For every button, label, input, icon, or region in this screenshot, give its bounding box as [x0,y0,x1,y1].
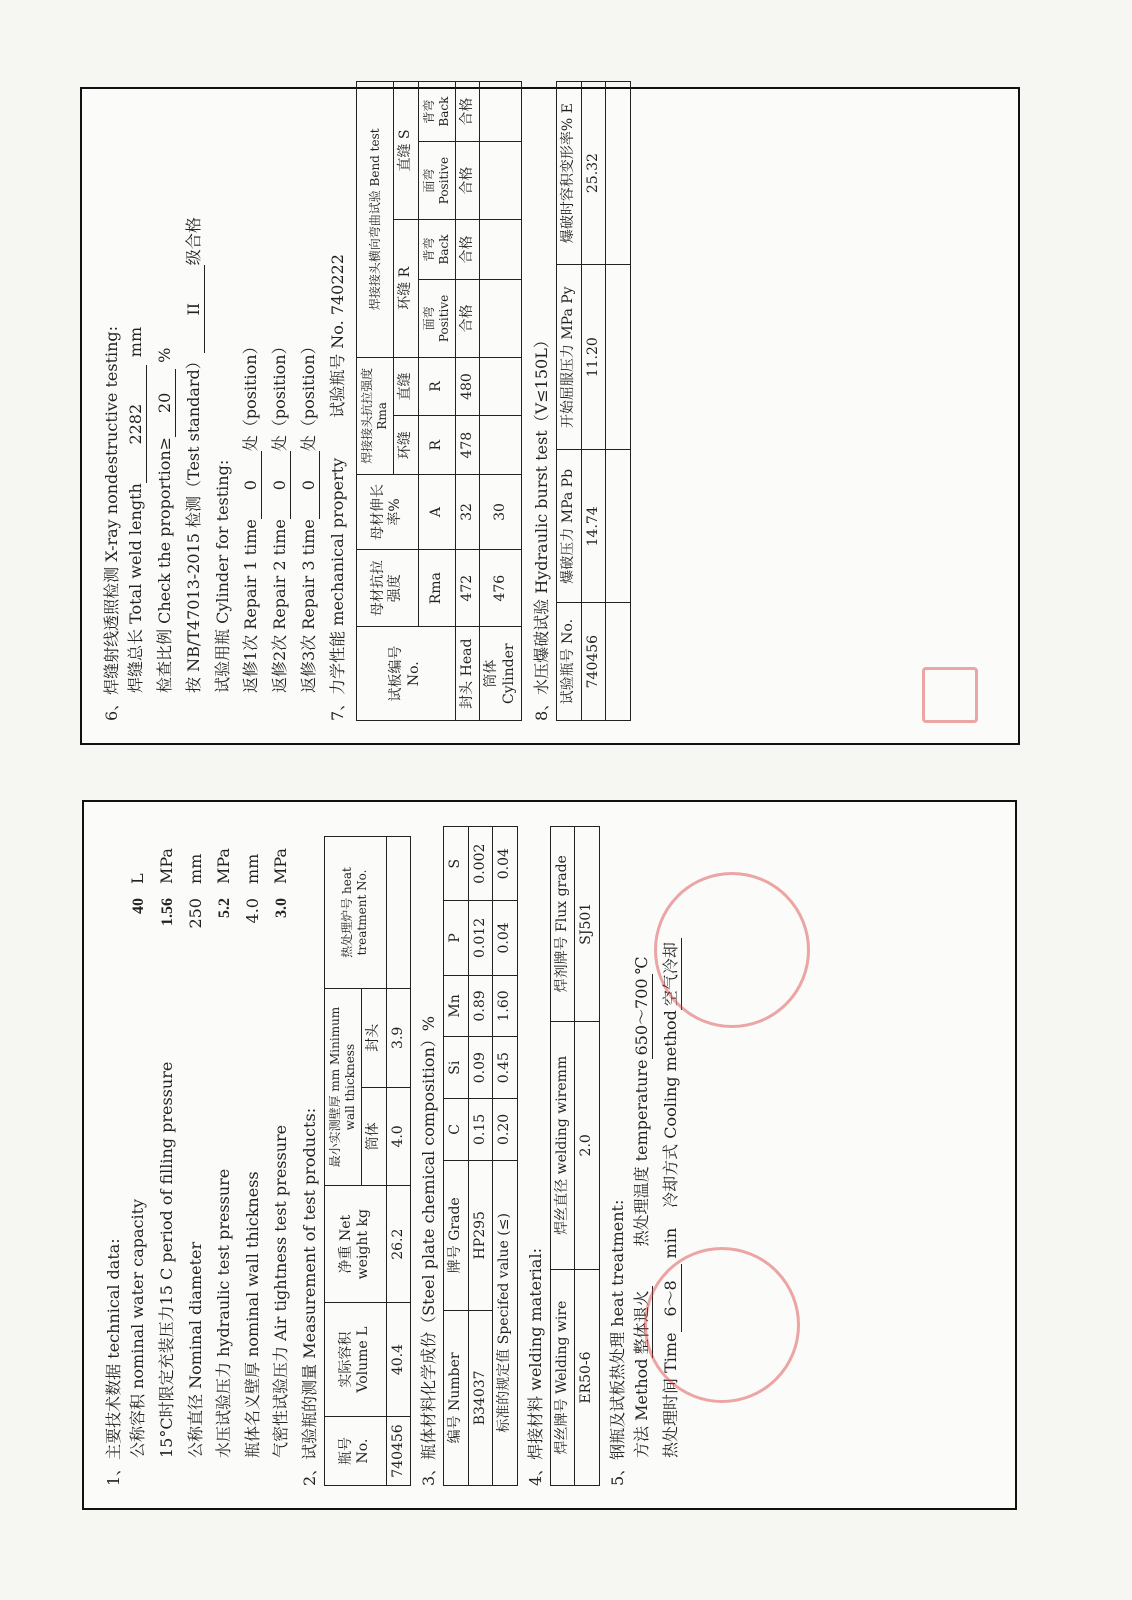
repair-count: 0 [270,451,291,519]
col-header-face-2: 面弯 Positive [418,142,455,220]
weld-length-line [126,111,147,721]
technical-data-row [243,824,263,1486]
technical-data-unit: MPa [157,848,176,884]
cell-spec-label: 标准的规定值 Specifed value (≤) [493,1160,518,1485]
check-proportion-line [155,111,176,721]
proportion-value: 20 [155,369,176,437]
cell-spec-mn: 1.60 [493,975,518,1037]
chemical-table [443,826,518,1486]
repair-label: 返修2次 Repair 2 time [270,519,289,693]
weld-length-unit: mm [126,326,145,358]
section-5-title: 5、钢瓶及试板热处理 heat treatment: [607,1199,627,1486]
cell-empty [606,603,631,721]
table-row [575,827,600,1486]
col-header-si: Si [444,1037,469,1099]
col-header-pb: 爆破压力 MPa Pb [557,450,582,603]
red-seal-stamp [922,667,978,723]
time-unit: min [660,1227,680,1259]
technical-data-value: 40 [130,898,147,914]
col-header-r2: R [418,357,455,416]
cell-bend-4 [480,82,522,142]
technical-data-list [128,824,292,1486]
standard-label: 按 NB/T47013-2015 检测（Test standard） [184,353,203,693]
section-6-title: 6、焊缝射线透照检测 X-ray nondestructive testing: [102,325,121,721]
cell-py: 11.20 [581,265,606,450]
cell-empty [606,265,631,450]
cell-p: 0.012 [468,901,493,975]
technical-data-unit: mm [186,853,205,884]
red-seal-stamp [644,1247,800,1403]
cell-burst-no: 740456 [581,603,606,721]
section-7-title: 7、力学性能 mechanical property [328,457,347,721]
section-4-title: 4、焊接材料 welding material: [525,1248,545,1486]
technical-data-row [157,824,178,1486]
col-header-wire: 焊丝牌号 Welding wire [550,1270,575,1486]
technical-data-value: 3.0 [273,898,290,918]
technical-data-value: 5.2 [216,898,233,918]
cell-spec-p: 0.04 [493,901,518,975]
col-header-py: 开始屈服压力 MPa Py [557,265,582,450]
section-2-title: 2、试验瓶的测量 Measurement of test products: [300,1107,319,1486]
technical-data-label: 瓶体名义壁厚 nominal wall thickness [243,1171,262,1458]
col-header-straight-s: 直缝 S [394,82,419,220]
technical-data-value: 4.0 [243,898,262,924]
col-header-plate-no: 试板编号 No. [357,627,456,721]
cell-r2 [480,357,522,416]
repair-row [270,111,291,721]
standard-suffix: 级合格 [184,217,203,266]
cell-bend-3: 合格 [455,142,480,220]
col-header-circ-r: 环缝 R [394,219,419,357]
col-header-r1: R [418,416,455,475]
cell-e: 25.32 [581,82,606,265]
col-header-back-2: 背弯 Back [418,82,455,142]
cooling-value: 空气冷却 [661,938,682,1010]
repair-count: 0 [299,451,320,519]
cell-s: 0.002 [468,827,493,901]
cell-r1: 478 [455,416,480,475]
cell-number: B34037 [468,1310,493,1485]
col-header-flux: 焊剂牌号 Flux grade [550,827,575,1022]
section-8-title: 8、水压爆破试验 Hydraulic burst test（V≤150L） [532,332,551,721]
col-header-burst-no: 试验瓶号 No. [557,603,582,721]
temp-label: 热处理温度 temperature [631,1059,651,1247]
cell-bend-1: 合格 [455,280,480,358]
section-1-title: 1、主要技术数据 technical data: [104,1238,123,1486]
cell-pb: 14.74 [581,450,606,603]
burst-test-table [556,81,631,721]
mechanical-cylinder-no: 试验瓶号 No. 740222 [328,254,347,418]
proportion-unit: % [155,347,174,363]
cell-rm: 476 [480,550,522,627]
temp-unit: ℃ [631,956,651,975]
col-header-weight: 净重 Net weight kg [325,1186,387,1303]
cell-si: 0.09 [468,1037,493,1099]
table-row [493,827,518,1486]
table-row [455,82,480,721]
col-header-number: 编号 Number [444,1310,469,1485]
col-header-head: 封头 [362,988,387,1087]
technical-data-label: 气密性试验压力 Air tightness test pressure [271,1124,290,1458]
cell-empty [606,82,631,265]
col-header-p: P [444,901,469,975]
cell-no: 740456 [386,1417,411,1486]
cell-spec-s: 0.04 [493,827,518,901]
welding-table [550,826,600,1486]
technical-data-value: 1.56 [159,898,176,926]
repair-label: 返修3次 Repair 3 time [299,519,318,693]
cell-wire: ER50-6 [575,1270,600,1486]
col-header-weld-tensile: 焊接接头抗拉强度 Rma [357,357,394,474]
cell-a: 30 [480,474,522,549]
repair-suffix: 处（position） [299,338,318,452]
technical-data-unit: MPa [271,848,290,884]
cell-bend-3 [480,142,522,220]
cell-volume: 40.4 [386,1303,411,1417]
section-3-title: 3、瓶体材料化学成份（Steel plate chemical composition）% [419,1016,438,1486]
weld-length-label: 焊缝总长 Total weld length [126,483,145,693]
cell-head: 3.9 [386,988,411,1087]
table-row [480,82,522,721]
cell-r2: 480 [455,357,480,416]
time-value: 6～8 [661,1264,682,1332]
technical-data-unit: L [128,873,147,884]
cell-bend-1 [480,280,522,358]
cell-bend-4: 合格 [455,82,480,142]
cell-spec-c: 0.20 [493,1099,518,1161]
col-header-grade: 牌号 Grade [444,1160,469,1310]
cooling-label: 冷却方式 Cooling method [660,1010,680,1208]
technical-data-row [271,824,292,1486]
cell-plate-no: 封头 Head [455,627,480,721]
repair-row [241,111,262,721]
col-header-bend-test: 焊接接头横向弯曲试验 Bend test [357,82,394,358]
col-header-c: C [444,1099,469,1161]
repair-label: 返修1次 Repair 1 time [241,519,260,693]
cell-r1 [480,416,522,475]
repair-list [241,111,320,721]
repair-count: 0 [241,451,262,519]
cylinder-testing-label: 试验用瓶 Cylinder for testing: [213,459,232,693]
technical-data-unit: mm [243,853,262,884]
section-7-title-line [328,111,348,721]
test-standard-line [184,111,205,721]
heat-method-line [632,824,653,1486]
right-panel [80,87,1020,745]
weld-length-value: 2282 [126,365,147,483]
col-header-base-tensile: 母材抗拉强度 [357,550,419,627]
cell-bend-2 [480,219,522,279]
table-row [606,82,631,721]
left-panel [82,800,1017,1510]
method-label: 方法 Method [631,1358,651,1458]
technical-data-row [214,824,235,1486]
cell-bend-2: 合格 [455,219,480,279]
col-header-s: S [444,827,469,901]
col-header-no: 瓶号 No. [325,1417,387,1486]
col-header-heat-no: 热处理炉号 heat treatment No. [325,837,387,989]
cell-empty [606,450,631,603]
cell-weight: 26.2 [386,1186,411,1303]
cell-heat-no [386,837,411,989]
red-seal-stamp [654,872,810,1028]
temp-value: 650～700 [632,974,653,1059]
col-header-a: A [418,474,455,549]
col-header-base-elongation: 母材伸长率% [357,474,419,549]
col-header-back-1: 背弯 Back [418,219,455,279]
col-header-diameter: 焊丝直径 welding wiremm [550,1021,575,1270]
col-header-volume: 实际容积 Volume L [325,1303,387,1417]
cell-mn: 0.89 [468,975,493,1037]
repair-suffix: 处（position） [241,338,260,452]
col-header-straight: 直缝 [394,357,419,416]
time-label: 热处理时间 Time [660,1332,680,1458]
technical-data-value: 250 [186,898,205,929]
standard-value: II [184,265,205,353]
technical-data-label: 公称容积 nominal water capacity [128,1198,147,1458]
col-header-min-wall: 最小实测壁厚 mm Minimum wall thickness [325,988,362,1185]
cell-cylinder: 4.0 [386,1087,411,1186]
cell-grade: HP295 [468,1160,493,1310]
table-row [468,827,493,1486]
repair-suffix: 处（position） [270,338,289,452]
cell-plate-no: 筒体 Cylinder [480,627,522,721]
technical-data-label: 水压试验压力 hydraulic test pressure [214,1168,233,1458]
technical-data-label: 公称直径 Nominal diameter [186,1241,205,1458]
cell-c: 0.15 [468,1099,493,1161]
technical-data-unit: MPa [214,848,233,884]
table-row [386,837,411,1486]
cell-flux: SJ501 [575,827,600,1022]
col-header-cylinder: 筒体 [362,1087,387,1186]
technical-data-label: 15°C时限定充装压力15 C period of filling pressure [157,1061,176,1458]
repair-row [299,111,320,721]
col-header-face-1: 面弯 Positive [418,280,455,358]
table-row [581,82,606,721]
technical-data-row [128,824,149,1486]
measurement-table [324,836,411,1486]
col-header-mn: Mn [444,975,469,1037]
technical-data-row [186,824,206,1486]
proportion-label: 检查比例 Check the proportion≥ [155,436,174,693]
cell-spec-si: 0.45 [493,1037,518,1099]
col-header-e: 爆破时容积变形率% E [557,82,582,265]
mechanical-table [356,81,522,721]
cell-a: 32 [455,474,480,549]
cell-rm: 472 [455,550,480,627]
col-header-circ: 环缝 [394,416,419,475]
method-value: 整体退火 [632,1286,653,1358]
cell-diameter: 2.0 [575,1021,600,1270]
col-header-rma: Rma [418,550,455,627]
